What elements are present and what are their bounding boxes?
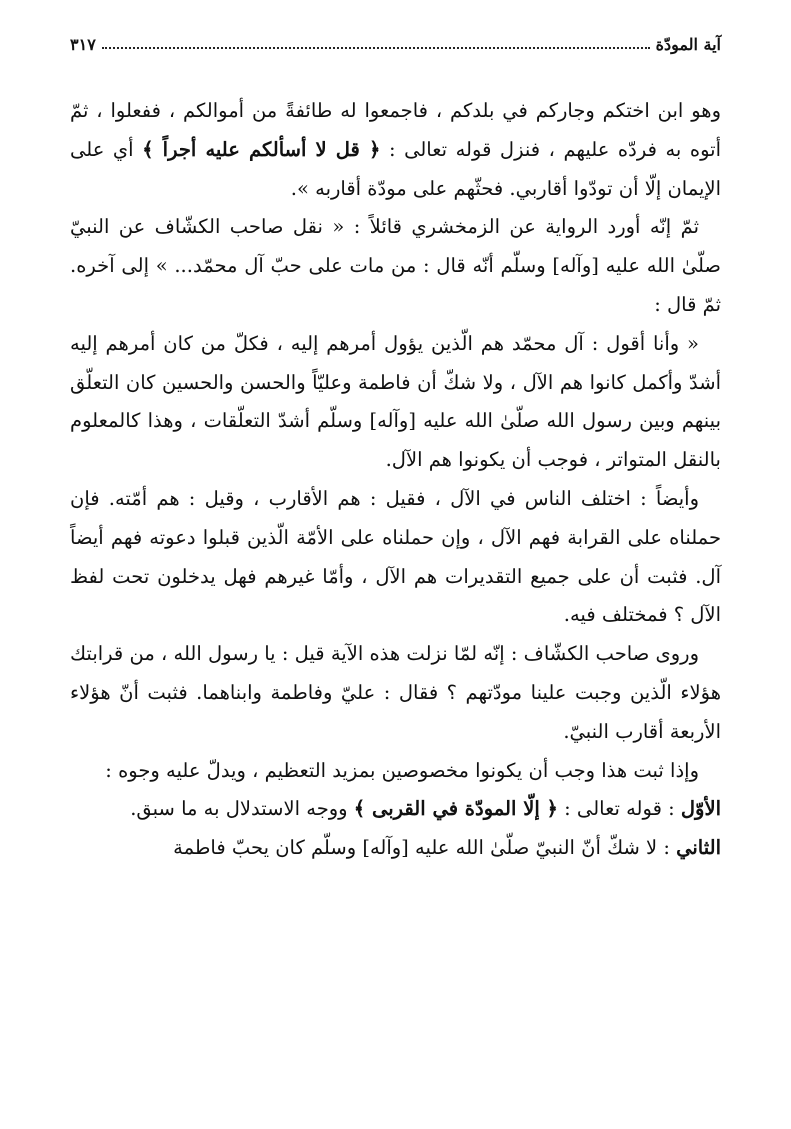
text-segment: : قوله تعالى :	[557, 797, 681, 821]
paragraph-7	[70, 790, 721, 829]
paragraph-8	[70, 829, 721, 868]
text-segment: : لا شكّ أنّ النبيّ صلّىٰ الله عليه [وآله] وسلّم كان يحبّ فاطمة	[173, 836, 677, 860]
text-segment: أي على الإيمان إلّا أن تودّوا أقاربي. فحثّهم على مودّة أقاربه ».	[70, 137, 721, 200]
chapter-title: آية المودّة	[655, 35, 721, 54]
text-segment: وهو ابن اختكم وجاركم في بلدكم ، فاجمعوا له طائفةً من أموالكم ، ففعلوا ، ثمّ أتوه به فردّه عليهم ، فنزل قوله تعالى :	[70, 99, 722, 161]
paragraph-6: وإذا ثبت هذا وجب أن يكونوا مخصوصين بمزيد التعظيم ، ويدلّ عليه وجوه :	[105, 758, 699, 782]
quran-verse: ﴿ قل لا أسألكم عليه أجراً ﴾	[142, 137, 381, 161]
leader-dots	[102, 46, 650, 49]
point-label: الثاني	[676, 836, 721, 860]
page-number: ٣١٧	[70, 35, 96, 54]
paragraph-4: وأيضاً : اختلف الناس في الآل ، فقيل : هم الأقارب ، وقيل : هم أمّته. فإن حملناه على القرابة فهم الآل ، وإن حملناه على الأمّة الّذين قبلوا دعوته فهم أيضاً آل. فثبت أن على جميع التقديرات هم الآل ، وأمّا غيرهم فهل يدخلون تحت لفظ الآل ؟ فمختلف فيه.	[70, 486, 721, 627]
body-text	[70, 92, 721, 868]
paragraph-5: وروى صاحب الكشّاف : إنّه لمّا نزلت هذه الآية قيل : يا رسول الله ، من قرابتك هؤلاء الّذين وجبت علينا مودّتهم ؟ فقال : عليّ وفاطمة وابناهما. فثبت أنّ هؤلاء الأربعة أقارب النبيّ.	[70, 642, 721, 743]
paragraph-2: ثمّ إنّه أورد الرواية عن الزمخشري قائلاً : « نقل صاحب الكشّاف عن النبيّ صلّىٰ الله عليه [وآله] وسلّم أنّه قال : من مات على حبّ آل محمّد... » إلى آخره. ثمّ قال :	[70, 215, 721, 316]
point-label: الأوّل	[680, 797, 721, 821]
paragraph-1	[70, 92, 721, 208]
running-header	[70, 28, 721, 54]
paragraph-3: « وأنا أقول : آل محمّد هم الّذين يؤول أمرهم إليه ، فكلّ من كان أمرهم إليه أشدّ وأكمل كانوا هم الآل ، ولا شكّ أن فاطمة وعليّاً والحسن والحسين كان التعلّق بينهم وبين رسول الله صلّىٰ الله عليه [وآله] وسلّم أشدّ التعلّقات ، وهذا كالمعلوم بالنقل المتواتر ، فوجب أن يكونوا هم الآل.	[70, 331, 721, 472]
book-page	[70, 28, 721, 868]
text-segment: ووجه الاستدلال به ما سبق.	[130, 797, 354, 821]
quran-verse: ﴿ إلّا المودّة في القربى ﴾	[353, 797, 558, 821]
